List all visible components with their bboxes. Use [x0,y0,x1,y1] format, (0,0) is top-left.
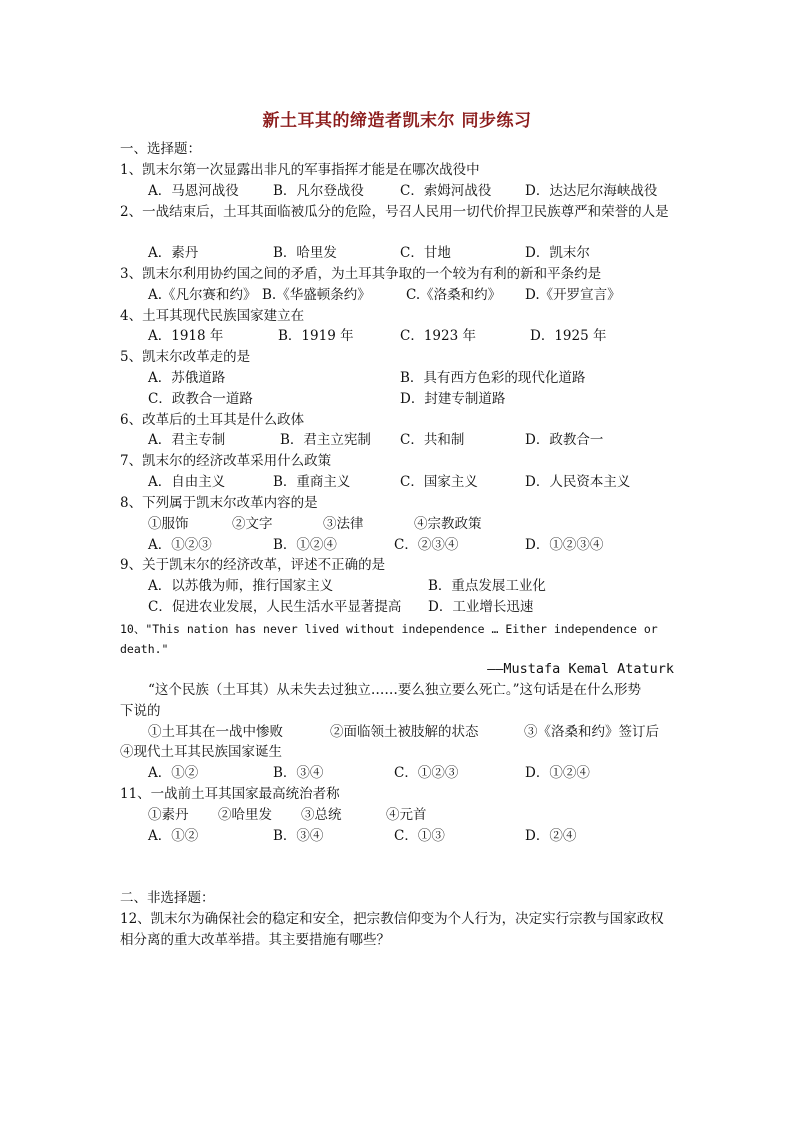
q10-item-2: ②面临领土被肢解的状态 [330,724,479,740]
q5-option-d: D．封建专制道路 [400,391,506,407]
section-heading-choice: 一、选择题： [120,141,201,157]
q4-option-a: A．1918 年 [148,328,224,344]
q10-quote-line-1: 10、"This nation has never lived without independence … Either independence or [120,622,658,636]
q8-option-a: A．①②③ [148,537,212,553]
q7-option-b: B．重商主义 [273,474,351,490]
q10-stem-line-2: 下说的 [120,703,161,719]
q9-option-a: A．以苏俄为师，推行国家主义 [148,578,334,594]
q2-option-b: B．哈里发 [273,245,337,261]
q11-item-1: ①素丹 [148,807,189,823]
q10-item-1: ①土耳其在一战中惨败 [148,724,283,740]
q2-option-c: C．甘地 [400,245,451,261]
question-4-stem: 4、土耳其现代民族国家建立在 [120,308,305,324]
q3-option-a: A.《凡尔赛和约》 [148,287,257,303]
q10-option-b: B．③④ [273,765,324,781]
q7-option-c: C．国家主义 [400,474,478,490]
q4-option-c: C．1923 年 [400,328,476,344]
question-2-stem: 2、一战结束后，土耳其面临被瓜分的危险，号召人民用一切代价捍卫民族尊严和荣誉的人是 [120,204,669,220]
q10-option-a: A．①② [148,765,199,781]
question-12-line-2: 相分离的重大改革举措。其主要措施有哪些？ [120,932,390,948]
q2-option-a: A．素丹 [148,245,199,261]
q11-option-d: D．②④ [525,828,577,844]
q6-option-a: A．君主专制 [148,432,226,448]
q3-option-d: D.《开罗宣言》 [525,287,621,303]
q5-option-c: C．政教合一道路 [148,391,253,407]
q7-option-d: D．人民资本主义 [525,474,631,490]
q4-option-d: D．1925 年 [530,328,607,344]
q8-item-2: ②文字 [232,516,273,532]
q8-item-4: ④宗教政策 [414,516,482,532]
q9-option-b: B．重点发展工业化 [428,578,546,594]
q8-option-d: D．①②③④ [525,537,604,553]
q6-option-b: B．君主立宪制 [280,432,371,448]
q1-option-a: A．马恩河战役 [148,183,239,199]
q11-item-2: ②哈里发 [218,807,272,823]
q1-option-d: D．达达尼尔海峡战役 [525,183,658,199]
q8-option-b: B．①②④ [273,537,337,553]
question-8-stem: 8、下列属于凯末尔改革内容的是 [120,495,318,511]
q4-option-b: B．1919 年 [278,328,354,344]
q1-option-b: B．凡尔登战役 [273,183,364,199]
q10-attribution: ——Mustafa Kemal Ataturk [487,661,674,677]
q10-item-3: ③《洛桑和约》签订后 [524,724,659,740]
q3-option-b: B.《华盛顿条约》 [262,287,371,303]
q5-option-b: B．具有西方色彩的现代化道路 [400,370,586,386]
question-9-stem: 9、关于凯末尔的经济改革，评述不正确的是 [120,557,386,573]
q9-option-c: C．促进农业发展，人民生活水平显著提高 [148,599,402,615]
q11-option-b: B．③④ [273,828,324,844]
q1-option-c: C．索姆河战役 [400,183,492,199]
section-heading-non-choice: 二、非选择题： [120,890,215,906]
q6-option-c: C．共和制 [400,432,465,448]
q10-stem-line-1: “这个民族（土耳其）从未失去过独立……要么独立要么死亡。”这句话是在什么形势 [148,682,642,698]
question-7-stem: 7、凯末尔的经济改革采用什么政策 [120,453,332,469]
q6-option-d: D．政教合一 [525,432,604,448]
q9-option-d: D．工业增长迅速 [428,599,534,615]
q11-option-c: C．①③ [394,828,445,844]
q10-quote-line-2: death." [120,642,169,656]
q5-option-a: A．苏俄道路 [148,370,226,386]
page-title: 新土耳其的缔造者凯末尔 同步练习 [262,111,532,131]
question-1-stem: 1、凯末尔第一次显露出非凡的军事指挥才能是在哪次战役中 [120,162,480,178]
question-12-line-1: 12、凯末尔为确保社会的稳定和安全，把宗教信仰变为个人行为，决定实行宗教与国家政权 [120,911,664,927]
q8-item-3: ③法律 [323,516,364,532]
question-11-stem: 11、一战前土耳其国家最高统治者称 [120,786,340,802]
q2-option-d: D．凯末尔 [525,245,590,261]
q10-option-c: C．①②③ [394,765,459,781]
q11-item-3: ③总统 [301,807,342,823]
q8-item-1: ①服饰 [148,516,189,532]
q10-item-4: ④现代土耳其民族国家诞生 [120,744,282,760]
question-6-stem: 6、改革后的土耳其是什么政体 [120,412,305,428]
question-3-stem: 3、凯末尔利用协约国之间的矛盾，为土耳其争取的一个较为有利的新和平条约是 [120,266,602,282]
question-5-stem: 5、凯末尔改革走的是 [120,349,251,365]
q11-option-a: A．①② [148,828,199,844]
q3-option-c: C.《洛桑和约》 [406,287,502,303]
q11-item-4: ④元首 [386,807,427,823]
q7-option-a: A．自由主义 [148,474,226,490]
q10-option-d: D．①②④ [525,765,590,781]
q8-option-c: C．②③④ [394,537,459,553]
